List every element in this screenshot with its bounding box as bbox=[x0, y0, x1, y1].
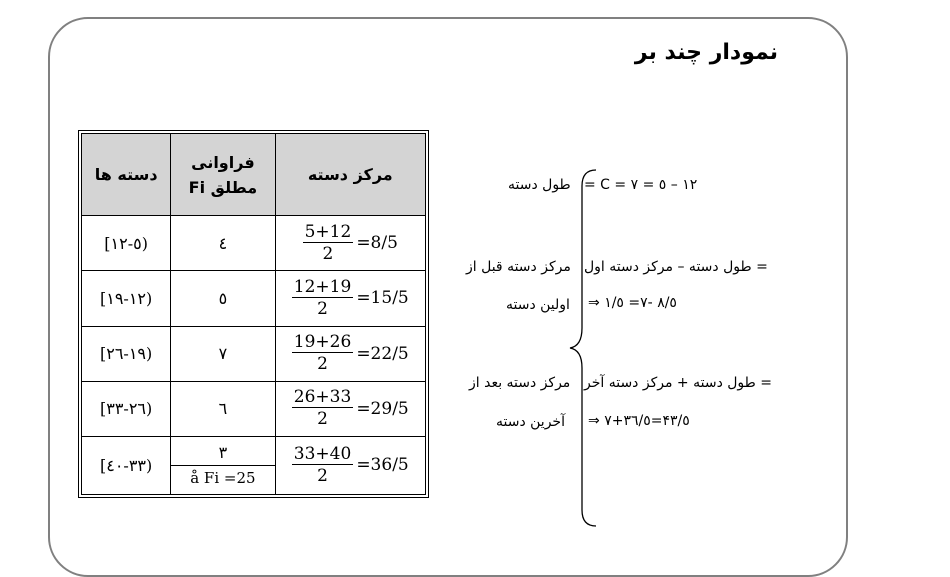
frequency-total-cell bbox=[171, 436, 275, 494]
fraction-denominator: 2 bbox=[317, 465, 328, 486]
table-row bbox=[82, 216, 426, 271]
fraction-denominator: 2 bbox=[317, 298, 328, 319]
interval-cell: [٥-١٢) bbox=[82, 216, 171, 271]
fraction-denominator: 2 bbox=[317, 354, 328, 375]
frequency-cell: ٤ bbox=[171, 216, 275, 271]
prev-center-label-line1: مرکز دسته قبل از bbox=[466, 259, 571, 275]
frequency-cell: ٧ bbox=[171, 326, 275, 381]
center-cell bbox=[275, 271, 425, 326]
frequency-sum: å Fi =25 bbox=[190, 468, 256, 487]
header-frequency bbox=[171, 134, 275, 216]
curly-brace-icon bbox=[560, 168, 600, 528]
center-result: =15/5 bbox=[356, 288, 409, 309]
next-center-result: ⇒ ٣٦/٥+٧=۴٣/٥ bbox=[588, 413, 690, 429]
class-length-formula: = C = ١٢ – ٥ = ٧ bbox=[584, 177, 698, 193]
class-length-label: طول دسته bbox=[508, 177, 571, 193]
center-result: =36/5 bbox=[356, 455, 409, 476]
center-result: =8/5 bbox=[356, 233, 398, 254]
table-row bbox=[82, 381, 426, 436]
center-result: =29/5 bbox=[356, 398, 409, 419]
center-cell bbox=[275, 326, 425, 381]
center-result: =22/5 bbox=[356, 343, 409, 364]
next-center-formula: = طول دسته + مرکز دسته آخر bbox=[584, 375, 772, 391]
table-header-row bbox=[82, 134, 426, 216]
interval-cell: [١٢-١٩) bbox=[82, 271, 171, 326]
frequency-cell: ٦ bbox=[171, 381, 275, 436]
interval-cell: [١٩-٢٦) bbox=[82, 326, 171, 381]
fraction-numerator: 12+19 bbox=[293, 276, 352, 297]
header-frequency-line2: مطلق Fi bbox=[188, 177, 258, 197]
frequency-cell: ٥ bbox=[171, 271, 275, 326]
frequency-table bbox=[78, 130, 429, 498]
header-frequency-line1: فراوانی bbox=[191, 152, 255, 172]
table-row bbox=[82, 271, 426, 326]
next-center-label-line2: آخرین دسته bbox=[496, 414, 565, 430]
header-center: مرکز دسته bbox=[275, 134, 425, 216]
interval-cell: [٣٣-٤٠) bbox=[82, 436, 171, 494]
prev-center-label-line2: اولین دسته bbox=[506, 297, 570, 313]
center-cell bbox=[275, 436, 425, 494]
prev-center-result: ⇒ ٨/٥ -٧= ١/٥ bbox=[588, 295, 677, 311]
prev-center-formula: = طول دسته – مرکز دسته اول bbox=[584, 259, 768, 275]
frequency-cell: ٣ bbox=[171, 441, 274, 466]
slide-title: نمودار چند بر bbox=[634, 40, 778, 65]
next-center-label-line1: مرکز دسته بعد از bbox=[469, 375, 571, 391]
table-row bbox=[82, 326, 426, 381]
interval-cell: [٢٦-٣٣) bbox=[82, 381, 171, 436]
fraction-denominator: 2 bbox=[322, 243, 334, 264]
center-cell bbox=[275, 381, 425, 436]
center-cell bbox=[275, 216, 425, 271]
fraction-numerator: 33+40 bbox=[293, 443, 352, 464]
header-classes: دسته ها bbox=[82, 134, 171, 216]
fraction-numerator: 26+33 bbox=[293, 387, 352, 408]
table-row bbox=[82, 436, 426, 494]
fraction-numerator: 5+12 bbox=[304, 221, 352, 242]
fraction-denominator: 2 bbox=[317, 409, 328, 430]
fraction-numerator: 19+26 bbox=[293, 332, 352, 353]
